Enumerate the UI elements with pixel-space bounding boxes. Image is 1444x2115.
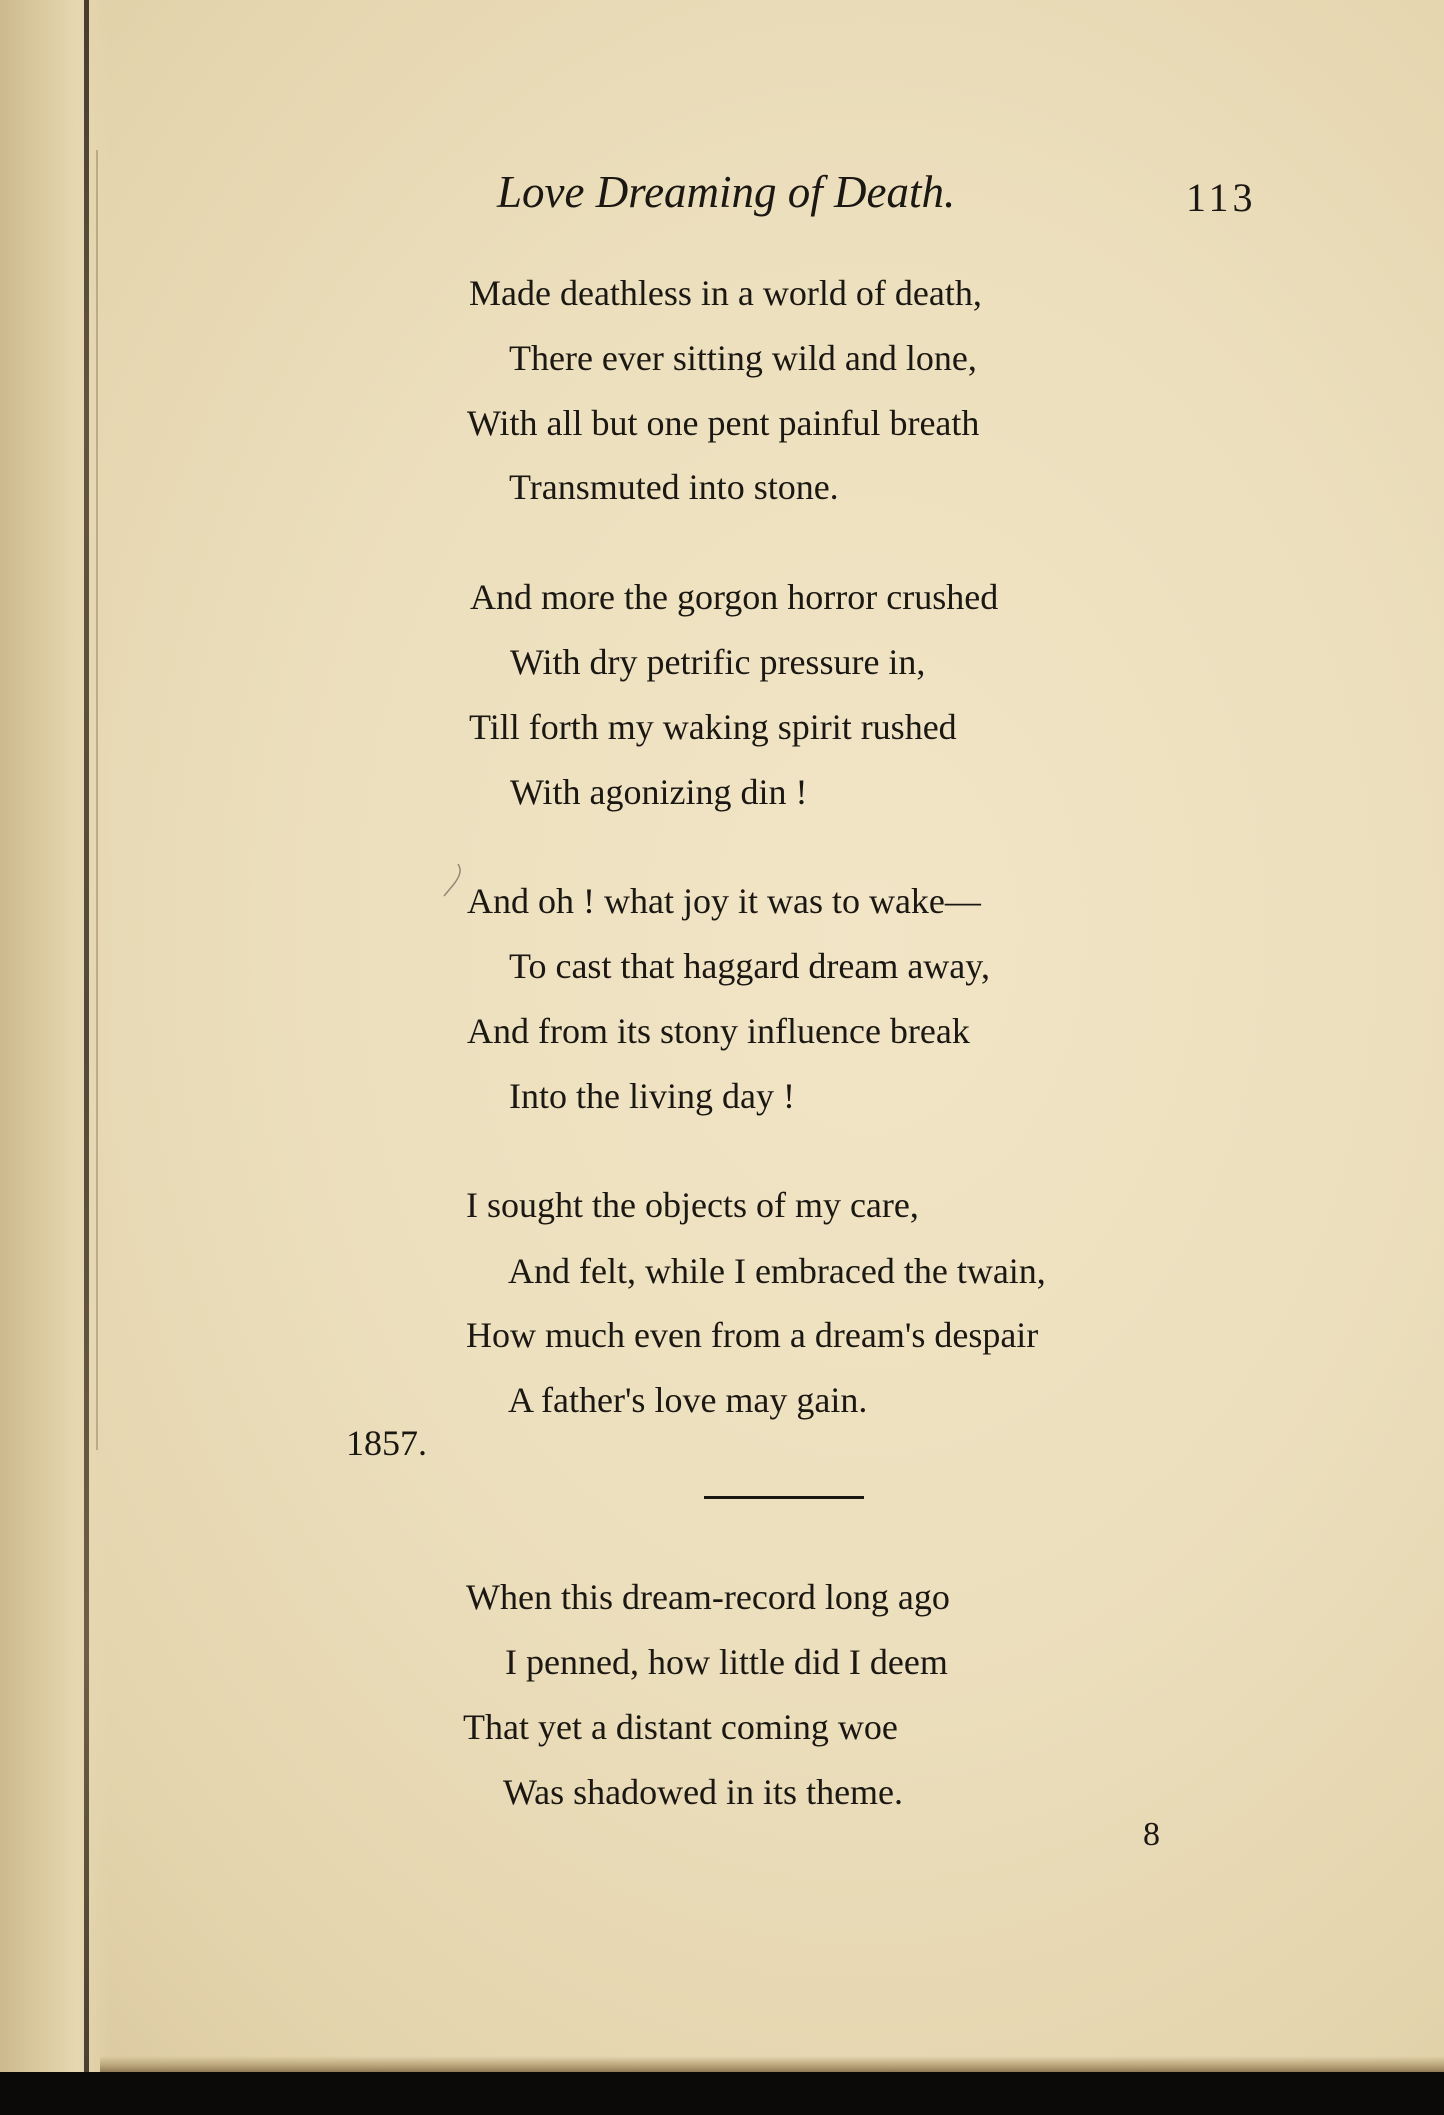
postscript-line-2: I penned, how little did I deem (505, 1642, 948, 1682)
stanza-1-line-2: There ever sitting wild and lone, (509, 338, 977, 378)
postscript-line-1: When this dream-record long ago (466, 1577, 950, 1617)
binding-shadow (84, 0, 89, 2072)
stanza-4-line-2: And felt, while I embraced the twain, (508, 1251, 1046, 1291)
scan-background (0, 2072, 1444, 2115)
stanza-3-line-2: To cast that haggard dream away, (509, 946, 990, 986)
page-bottom-edge (100, 2056, 1444, 2072)
pencil-mark (440, 862, 470, 902)
stanza-3-line-4: Into the living day ! (509, 1076, 795, 1116)
postscript-line-3: That yet a distant coming woe (463, 1707, 898, 1747)
page-gutter (0, 0, 110, 2072)
signature-mark: 8 (1143, 1816, 1160, 1853)
stanza-2-line-2: With dry petrific pressure in, (510, 642, 926, 682)
stanza-4-line-1: I sought the objects of my care, (466, 1185, 919, 1225)
stanza-3-line-3: And from its stony influence break (467, 1011, 970, 1051)
running-title: Love Dreaming of Death. (497, 167, 956, 217)
stanza-4-line-3: How much even from a dream's despair (466, 1315, 1039, 1355)
stanza-2-line-3: Till forth my waking spirit rushed (469, 707, 957, 747)
stanza-3-line-1: And oh ! what joy it was to wake— (467, 881, 981, 921)
binding-crease (96, 150, 98, 1450)
page-number: 113 (1186, 175, 1257, 220)
stanza-1-line-1: Made deathless in a world of death, (469, 273, 982, 313)
stanza-1-line-4: Transmuted into stone. (509, 467, 839, 507)
stanza-2-line-1: And more the gorgon horror crushed (470, 577, 999, 617)
stanza-1-line-3: With all but one pent painful breath (467, 403, 980, 443)
stanza-4-line-4: A father's love may gain. (508, 1380, 868, 1420)
poem-date: 1857. (346, 1423, 427, 1463)
section-rule (704, 1496, 864, 1499)
postscript-line-4: Was shadowed in its theme. (503, 1772, 904, 1812)
stanza-2-line-4: With agonizing din ! (510, 772, 808, 812)
